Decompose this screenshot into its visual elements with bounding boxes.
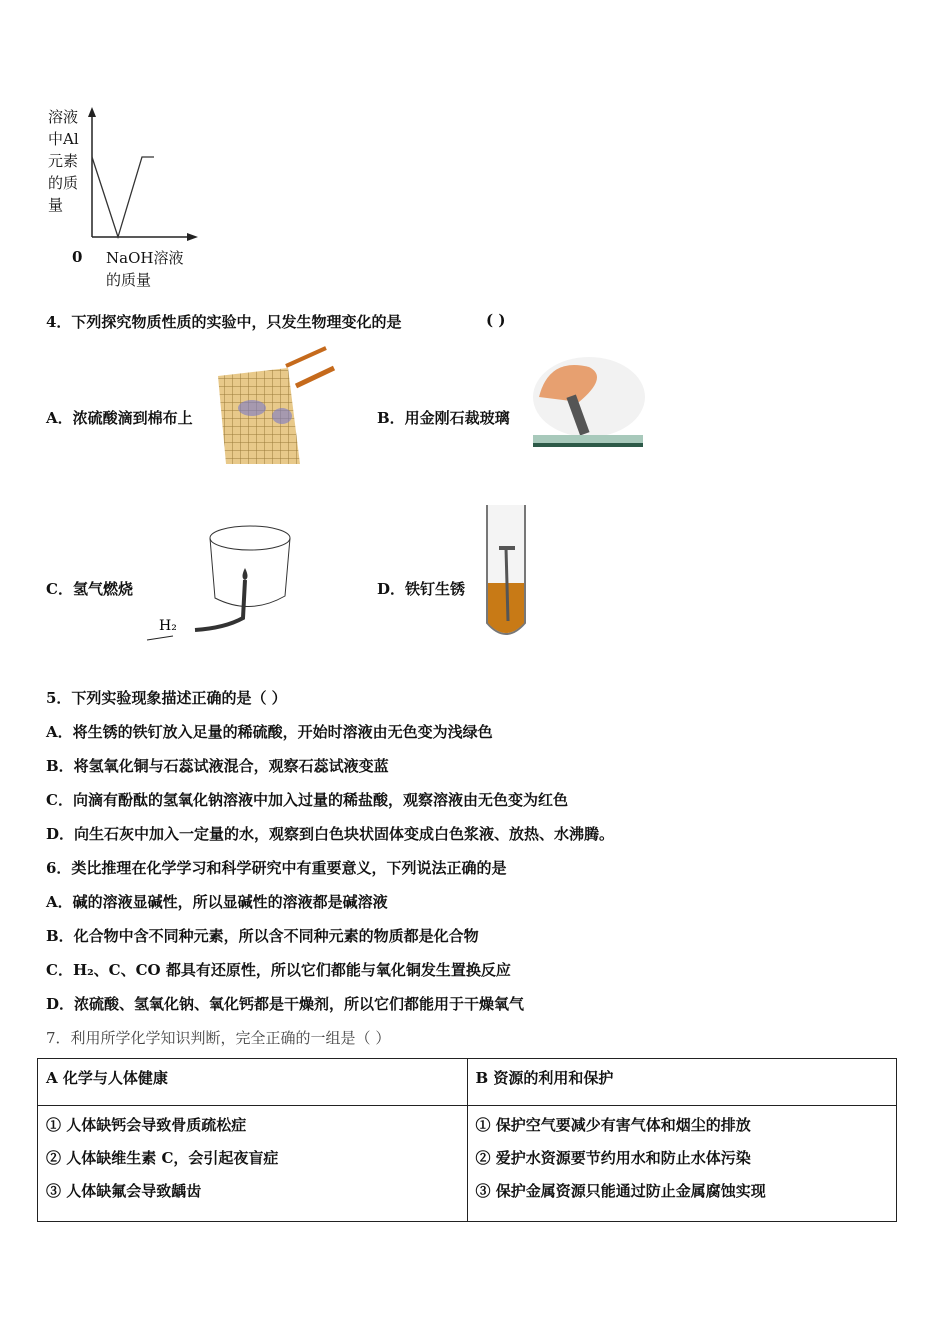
y-axis-arrow [88, 107, 96, 117]
h2-label: H₂ [159, 618, 177, 634]
x-axis-arrow [187, 233, 198, 241]
origin-label: 0 [72, 248, 83, 266]
q4-stem: 4．下列探究物质性质的实验中，只发生物理变化的是 [46, 313, 402, 331]
table-cell-a [38, 1106, 468, 1222]
y-label-line: 中Al [48, 130, 79, 148]
table-item: ③ 人体缺氟会导致龋齿 [46, 1182, 202, 1200]
mass-curve [92, 157, 154, 237]
table-item: ① 保护空气要减少有害气体和烟尘的排放 [475, 1116, 751, 1134]
y-label-line: 的质 [48, 174, 79, 192]
q7-stem: 7．利用所学化学知识判断，完全正确的一组是（ ） [46, 1029, 391, 1047]
q5-stem: 5．下列实验现象描述正确的是（ ） [46, 689, 287, 707]
y-label-line: 量 [48, 196, 64, 214]
diamond-cut-glass-image [529, 357, 647, 461]
q7-table [37, 1058, 897, 1222]
al-mass-graph [85, 105, 205, 245]
q5-option-b[interactable]: B．将氢氧化铜与石蕊试液混合，观察石蕊试液变蓝 [46, 757, 389, 775]
table-cell-b [467, 1106, 897, 1222]
q5-option-d[interactable]: D．向生石灰中加入一定量的水，观察到白色块状固体变成白色浆液、放热、水沸腾。 [46, 825, 615, 843]
q6-stem: 6．类比推理在化学学习和科学研究中有重要意义，下列说法正确的是 [46, 859, 507, 877]
q6-option-c[interactable]: C．H₂、C、CO 都具有还原性，所以它们都能与氧化铜发生置换反应 [46, 961, 511, 979]
table-item: ① 人体缺钙会导致骨质疏松症 [46, 1116, 247, 1134]
table-item: ② 爱护水资源要节约用水和防止水体污染 [475, 1149, 751, 1167]
x-label-line: 的质量 [106, 271, 152, 289]
table-header-b: B 资源的利用和保护 [467, 1059, 897, 1106]
q6-option-b[interactable]: B．化合物中含不同种元素，所以含不同种元素的物质都是化合物 [46, 927, 479, 945]
table-item: ② 人体缺维生素 C，会引起夜盲症 [46, 1149, 279, 1167]
chart-y-label [48, 106, 79, 216]
y-label-line: 元素 [48, 152, 79, 170]
y-label-line: 溶液 [48, 108, 79, 126]
table-header-a: A 化学与人体健康 [38, 1059, 468, 1106]
q4-option-c[interactable]: C．氢气燃烧 [46, 580, 133, 598]
q5-option-c[interactable]: C．向滴有酚酞的氢氧化钠溶液中加入过量的稀盐酸，观察溶液由无色变为红色 [46, 791, 568, 809]
q4-answer-blank: ( ) [486, 311, 506, 329]
x-label-line: NaOH溶液 [106, 249, 184, 267]
rusting-nail-tube-image [481, 503, 531, 645]
q5-option-a[interactable]: A．将生锈的铁钉放入足量的稀硫酸，开始时溶液由无色变为浅绿色 [46, 723, 493, 741]
cloth-acid-image [216, 346, 336, 466]
hydrogen-burning-image [145, 518, 295, 648]
q6-option-d[interactable]: D．浓硫酸、氢氧化钠、氧化钙都是干燥剂，所以它们都能用于干燥氧气 [46, 995, 525, 1013]
q6-option-a[interactable]: A．碱的溶液显碱性，所以显碱性的溶液都是碱溶液 [46, 893, 388, 911]
table-item: ③ 保护金属资源只能通过防止金属腐蚀实现 [475, 1182, 766, 1200]
q4-option-d[interactable]: D．铁钉生锈 [377, 580, 466, 598]
q4-option-b[interactable]: B．用金刚石裁玻璃 [377, 409, 510, 427]
chart-x-label [106, 247, 183, 291]
q4-option-a[interactable]: A．浓硫酸滴到棉布上 [46, 409, 193, 427]
